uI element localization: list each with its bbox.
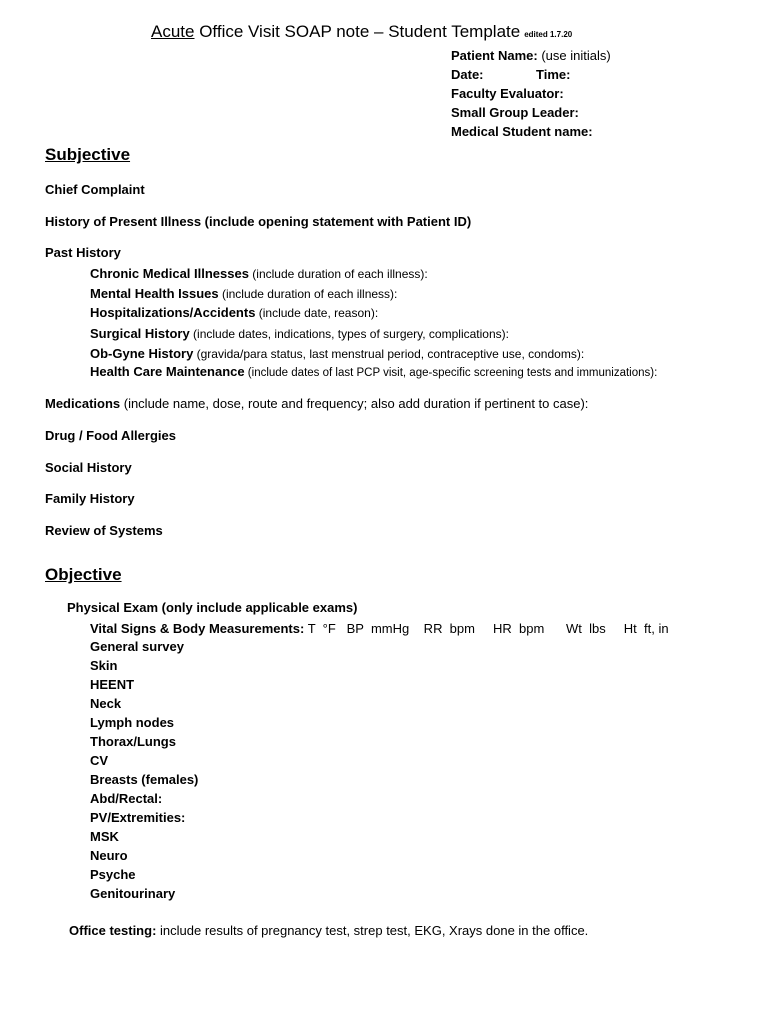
history-present-illness: History of Present Illness (include opening statement with Patient ID) — [45, 214, 472, 229]
time-field — [536, 67, 570, 82]
patient-name-label: Patient Name: — [451, 48, 538, 63]
date-label: Date: — [451, 67, 484, 82]
faculty-evaluator-label: Faculty Evaluator: — [451, 86, 564, 101]
medications — [45, 396, 588, 411]
past-item-label: Health Care Maintenance — [90, 364, 245, 379]
past-item-note: (include dates, indications, types of surgery, complications): — [189, 327, 509, 341]
past-item-note: (include date, reason): — [255, 306, 379, 320]
past-item-note: (gravida/para status, last menstrual period, contraceptive use, condoms): — [193, 347, 585, 361]
chief-complaint: Chief Complaint — [45, 182, 145, 197]
office-testing-note: include results of pregnancy test, strep test, EKG, Xrays done in the office. — [156, 923, 589, 938]
exam-item: Lymph nodes — [90, 715, 175, 730]
exam-item: Breasts (females) — [90, 772, 199, 787]
review-of-systems: Review of Systems — [45, 523, 163, 538]
small-group-leader-field — [451, 105, 579, 120]
past-item-label: Surgical History — [90, 326, 190, 341]
vital-signs-label: Vital Signs & Body Measurements: — [90, 621, 305, 636]
exam-item: Psyche — [90, 867, 136, 882]
past-item-note: (include duration of each illness): — [218, 287, 398, 301]
exam-item: HEENT — [90, 677, 135, 692]
past-history: Past History — [45, 245, 121, 260]
patient-name-field — [451, 48, 611, 63]
past-history-item — [90, 286, 397, 301]
exam-item: Abd/Rectal: — [90, 791, 163, 806]
title-acute: Acute — [151, 22, 195, 41]
date-field — [451, 67, 484, 82]
exam-item: MSK — [90, 829, 119, 844]
edited-date: edited 1.7.20 — [524, 30, 573, 39]
subjective-heading: Subjective — [45, 145, 131, 164]
title-text: Office Visit SOAP note – Student Template — [194, 22, 521, 41]
small-group-leader-label: Small Group Leader: — [451, 105, 579, 120]
exam-item: Neuro — [90, 848, 128, 863]
past-item-label: Ob-Gyne History — [90, 346, 194, 361]
past-history-item — [90, 326, 509, 341]
page-title — [151, 22, 572, 42]
exam-item: General survey — [90, 639, 184, 654]
past-item-note: (include dates of last PCP visit, age-specific screening tests and immunizations): — [244, 367, 658, 379]
exam-item: PV/Extremities: — [90, 810, 186, 825]
exam-item: CV — [90, 753, 109, 768]
social-history: Social History — [45, 460, 132, 475]
medications-note: (include name, dose, route and frequency; also add duration if pertinent to case): — [120, 396, 589, 411]
vital-signs — [90, 621, 669, 636]
medical-student-label: Medical Student name: — [451, 124, 593, 139]
faculty-evaluator-field — [451, 86, 564, 101]
exam-item: Neck — [90, 696, 122, 711]
medical-student-field — [451, 124, 593, 139]
drug-food-allergies: Drug / Food Allergies — [45, 428, 176, 443]
exam-item: Thorax/Lungs — [90, 734, 176, 749]
past-history-item — [90, 364, 657, 379]
past-item-label: Chronic Medical Illnesses — [90, 266, 249, 281]
office-testing-label: Office testing: — [69, 923, 157, 938]
objective-heading: Objective — [45, 565, 122, 584]
exam-item: Skin — [90, 658, 118, 673]
past-item-note: (include duration of each illness): — [248, 267, 428, 281]
patient-name-note: (use initials) — [537, 48, 611, 63]
vital-signs-units: T °F BP mmHg RR bpm HR bpm Wt lbs Ht ft, in — [307, 621, 669, 636]
past-history-item — [90, 305, 378, 320]
past-history-item — [90, 266, 428, 281]
medications-label: Medications — [45, 396, 121, 411]
past-item-label: Hospitalizations/Accidents — [90, 305, 256, 320]
past-item-label: Mental Health Issues — [90, 286, 219, 301]
exam-item: Genitourinary — [90, 886, 176, 901]
office-testing — [69, 923, 588, 938]
time-label: Time: — [536, 67, 571, 82]
family-history: Family History — [45, 491, 135, 506]
physical-exam: Physical Exam (only include applicable exams) — [67, 600, 358, 615]
past-history-item — [90, 346, 584, 361]
